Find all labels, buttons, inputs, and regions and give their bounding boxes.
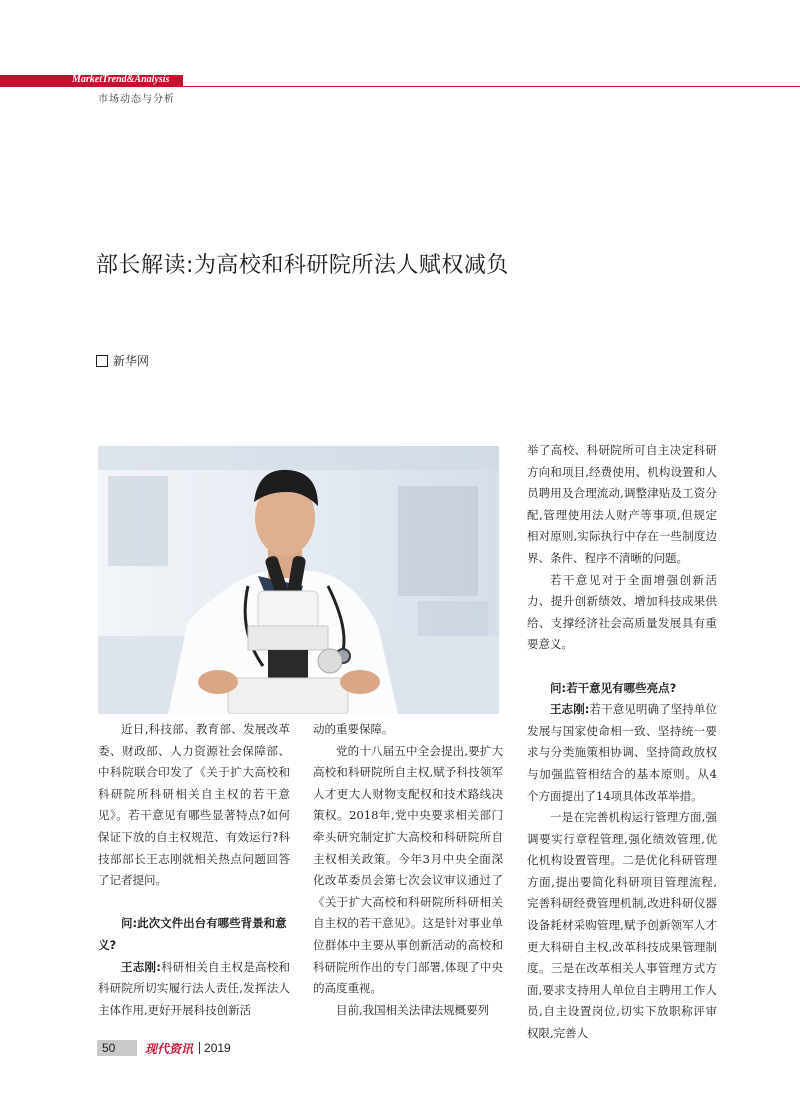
answer-text: 科研相关自主权是高校和科研院所切实履行法人责任,发挥法人主体作用,更好开展科技创新活 — [98, 959, 290, 1017]
section-title-cn: 市场动态与分析 — [98, 94, 175, 105]
header-rule — [183, 86, 800, 87]
paragraph: 党的十八届五中全会提出,要扩大高校和科研院所自主权,赋予科技领军人才更大人财物支配权和技术路线决策权。2018年,党中央要求相关部门牵头研究制定扩大高校和科研院所自主权相关政策。今年3月中央全面深化改革委员会第七次会议审议通过了《关于扩大高校和科研院所科研相关自主权的若干意见》。这是针对事业单位群体中主要从事创新活动的高校和科研院所作出的专门部署,体现了中央的高度重视。 — [313, 743, 503, 996]
speaker-label: 王志刚: — [121, 959, 161, 974]
paragraph: 动的重要保障。 — [313, 722, 394, 736]
article-source: 新华网 — [113, 354, 150, 368]
article-title: 部长解读:为高校和科研院所法人赋权减负 — [96, 253, 509, 278]
issue-year: 2019 — [204, 1041, 231, 1055]
intro-paragraph: 近日,科技部、教育部、发展改革委、财政部、人力资源社会保障部、中科院联合印发了《关于扩大高校和科研院所科研相关自主权的若干意见》。若干意见有哪些显著特点?如何保证下放的自主权规范、有效运行?科技部部长王志刚就相关热点问题回答了记者提问。 — [98, 722, 290, 888]
question-heading: 问:若干意见有哪些亮点? — [550, 680, 677, 695]
text-column-2 — [313, 719, 503, 1021]
article-photo — [98, 446, 499, 714]
paragraph: 举了高校、科研院所可自主决定科研方向和项目,经费使用、机构设置和人员聘用及合理流动,调整津贴及工资分配,管理使用法人财产等事项,但规定相对原则,实际执行中存在一些制度边界、条件、程序不清晰的问题。 — [527, 443, 717, 565]
page-number: 50 — [97, 1040, 137, 1056]
square-icon — [96, 355, 108, 367]
footer-divider — [199, 1042, 200, 1054]
paragraph: 一是在完善机构运行管理方面,强调要实行章程管理,强化绩效管理,优化机构设置管理。二是优化科研管理方面,提出要简化科研项目管理流程,完善科研经费管理机制,改进科研仪器设备耗材采购管理,赋予创新领军人才更大科研自主权,改革科技成果管理制度。三是在改革相关人事管理方式方面,要求支持用人单位自主聘用工作人员,自主设置岗位,切实下放职称评审权限,完善人 — [527, 810, 717, 1041]
byline — [96, 352, 149, 369]
page-footer — [97, 1040, 231, 1056]
text-column-3 — [527, 440, 717, 1045]
paragraph: 目前,我国相关法律法规概要列 — [336, 1002, 490, 1017]
answer-paragraph — [527, 699, 717, 807]
text-column-1 — [98, 719, 290, 1021]
answer-text: 若干意见明确了坚持单位发展与国家使命相一致、坚持统一要求与分类施策相协调、坚持简政放权与加强监管相结合的基本原则。从4个方面提出了14项具体改革举措。 — [527, 702, 717, 803]
section-title-en: MarketTrend&Analysis — [72, 74, 170, 85]
paragraph: 若干意见对于全面增强创新活力、提升创新绩效、增加科技成果供给、支撑经济社会高质量发展具有重要意义。 — [527, 572, 717, 652]
speaker-label: 王志刚: — [550, 702, 590, 717]
magazine-name: 现代资讯 — [145, 1041, 194, 1056]
question-heading: 问:此次文件出台有哪些背景和意义? — [98, 916, 287, 952]
answer-paragraph — [98, 957, 290, 1022]
